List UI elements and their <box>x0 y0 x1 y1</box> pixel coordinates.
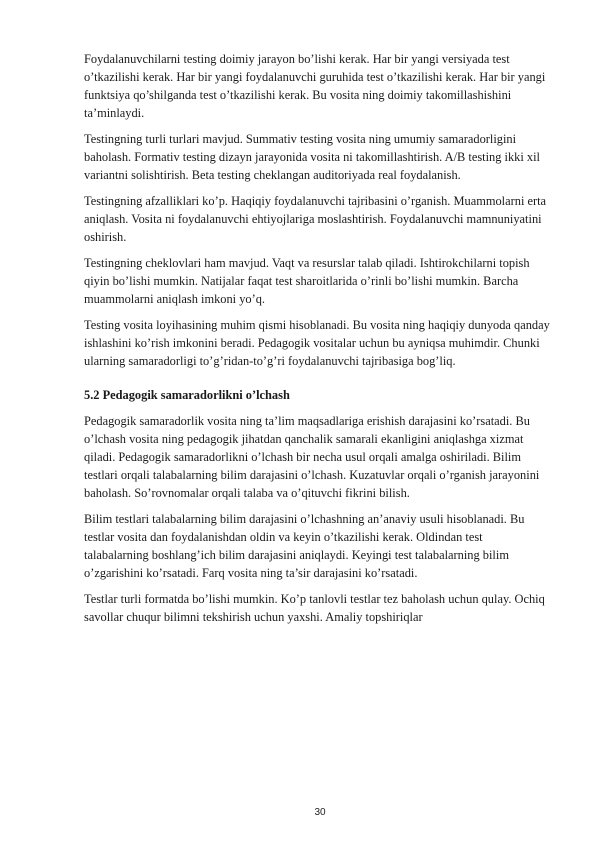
paragraph-test-formats: Testlar turli formatda bo’lishi mumkin. Ko’p tanlovli testlar tez baholash uchun qulay. Ochiq savollar chuqur bilimni tekshirish uchun yaxshi. Amaliy topshiriqlar <box>84 592 545 624</box>
paragraph-testing-types: Testingning turli turlari mavjud. Summativ testing vosita ning umumiy samaradorligini baholash. Formativ testing dizayn jarayonida vosita ni takomillashtirish. A/B testing ikki xil variantni solishtirish. Beta testing cheklangan auditoriyada real foydalanish. <box>84 132 540 182</box>
page-content <box>84 50 550 634</box>
paragraph-continuous-testing: Foydalanuvchilarni testing doimiy jarayon bo’lishi kerak. Har bir yangi versiyada test o’tkazilishi kerak. Har bir yangi foydalanuvchi guruhida test o’tkazilishi kerak. Har bir yangi funktsiya qo’shilganda test o’tkazilishi kerak. Bu vosita ning doimiy takomillashishini ta’minlaydi. <box>84 52 546 120</box>
section-heading: 5.2 Pedagogik samaradorlikni o’lchash <box>84 388 290 402</box>
paragraph-pedagogical-effectiveness: Pedagogik samaradorlik vosita ning ta’lim maqsadlariga erishish darajasini ko’rsatadi. Bu o’lchash vosita ning pedagogik jihatdan qanchalik samarali ekanligini aniqlashga xizmat qiladi. Pedagogik samaradorlikni o’lchash bir necha usul orqali amalga oshiriladi. Bilim testlari orqali talabalarning bilim darajasini o’lchash. Kuzatuvlar orqali o’rganish jarayonini baholash. So’rovnomalar orqali talaba va o’qituvchi fikrini bilish. <box>84 414 540 500</box>
paragraph-testing-limitations: Testingning cheklovlari ham mavjud. Vaqt va resurslar talab qiladi. Ishtirokchilarni topish qiyin bo’lishi mumkin. Natijalar faqat test sharoitlarida o’rinli bo’lishi mumkin. Barcha muammolarni aniqlash imkoni yo’q. <box>84 256 530 306</box>
paragraph-testing-advantages: Testingning afzalliklari ko’p. Haqiqiy foydalanuvchi tajribasini o’rganish. Muammolarni erta aniqlash. Vosita ni foydalanuvchi ehtiyojlariga moslashtirish. Foydalanuvchi mamnuniyatini oshirish. <box>84 194 547 244</box>
page-number: 30 <box>314 807 326 818</box>
paragraph-knowledge-tests: Bilim testlari talabalarning bilim darajasini o’lchashning an’anaviy usuli hisoblanadi. Bu testlar vosita dan foydalanishdan oldin va keyin o’tkazilishi kerak. Oldindan test talabalarning boshlang’ich bilim darajasini aniqlaydi. Keyingi test talabalarning bilim o’zgarishini ko’rsatadi. Farq vosita ning ta’sir darajasini ko’rsatadi. <box>84 512 525 580</box>
paragraph-testing-importance: Testing vosita loyihasining muhim qismi hisoblanadi. Bu vosita ning haqiqiy dunyoda qanday ishlashini ko’rish imkonini beradi. Pedagogik vositalar uchun bu ayniqsa muhimdir. Chunki ularning samaradorligi to’g’ridan-to’g’ri foydalanuvchi tajribasiga bog’liq. <box>84 318 550 368</box>
